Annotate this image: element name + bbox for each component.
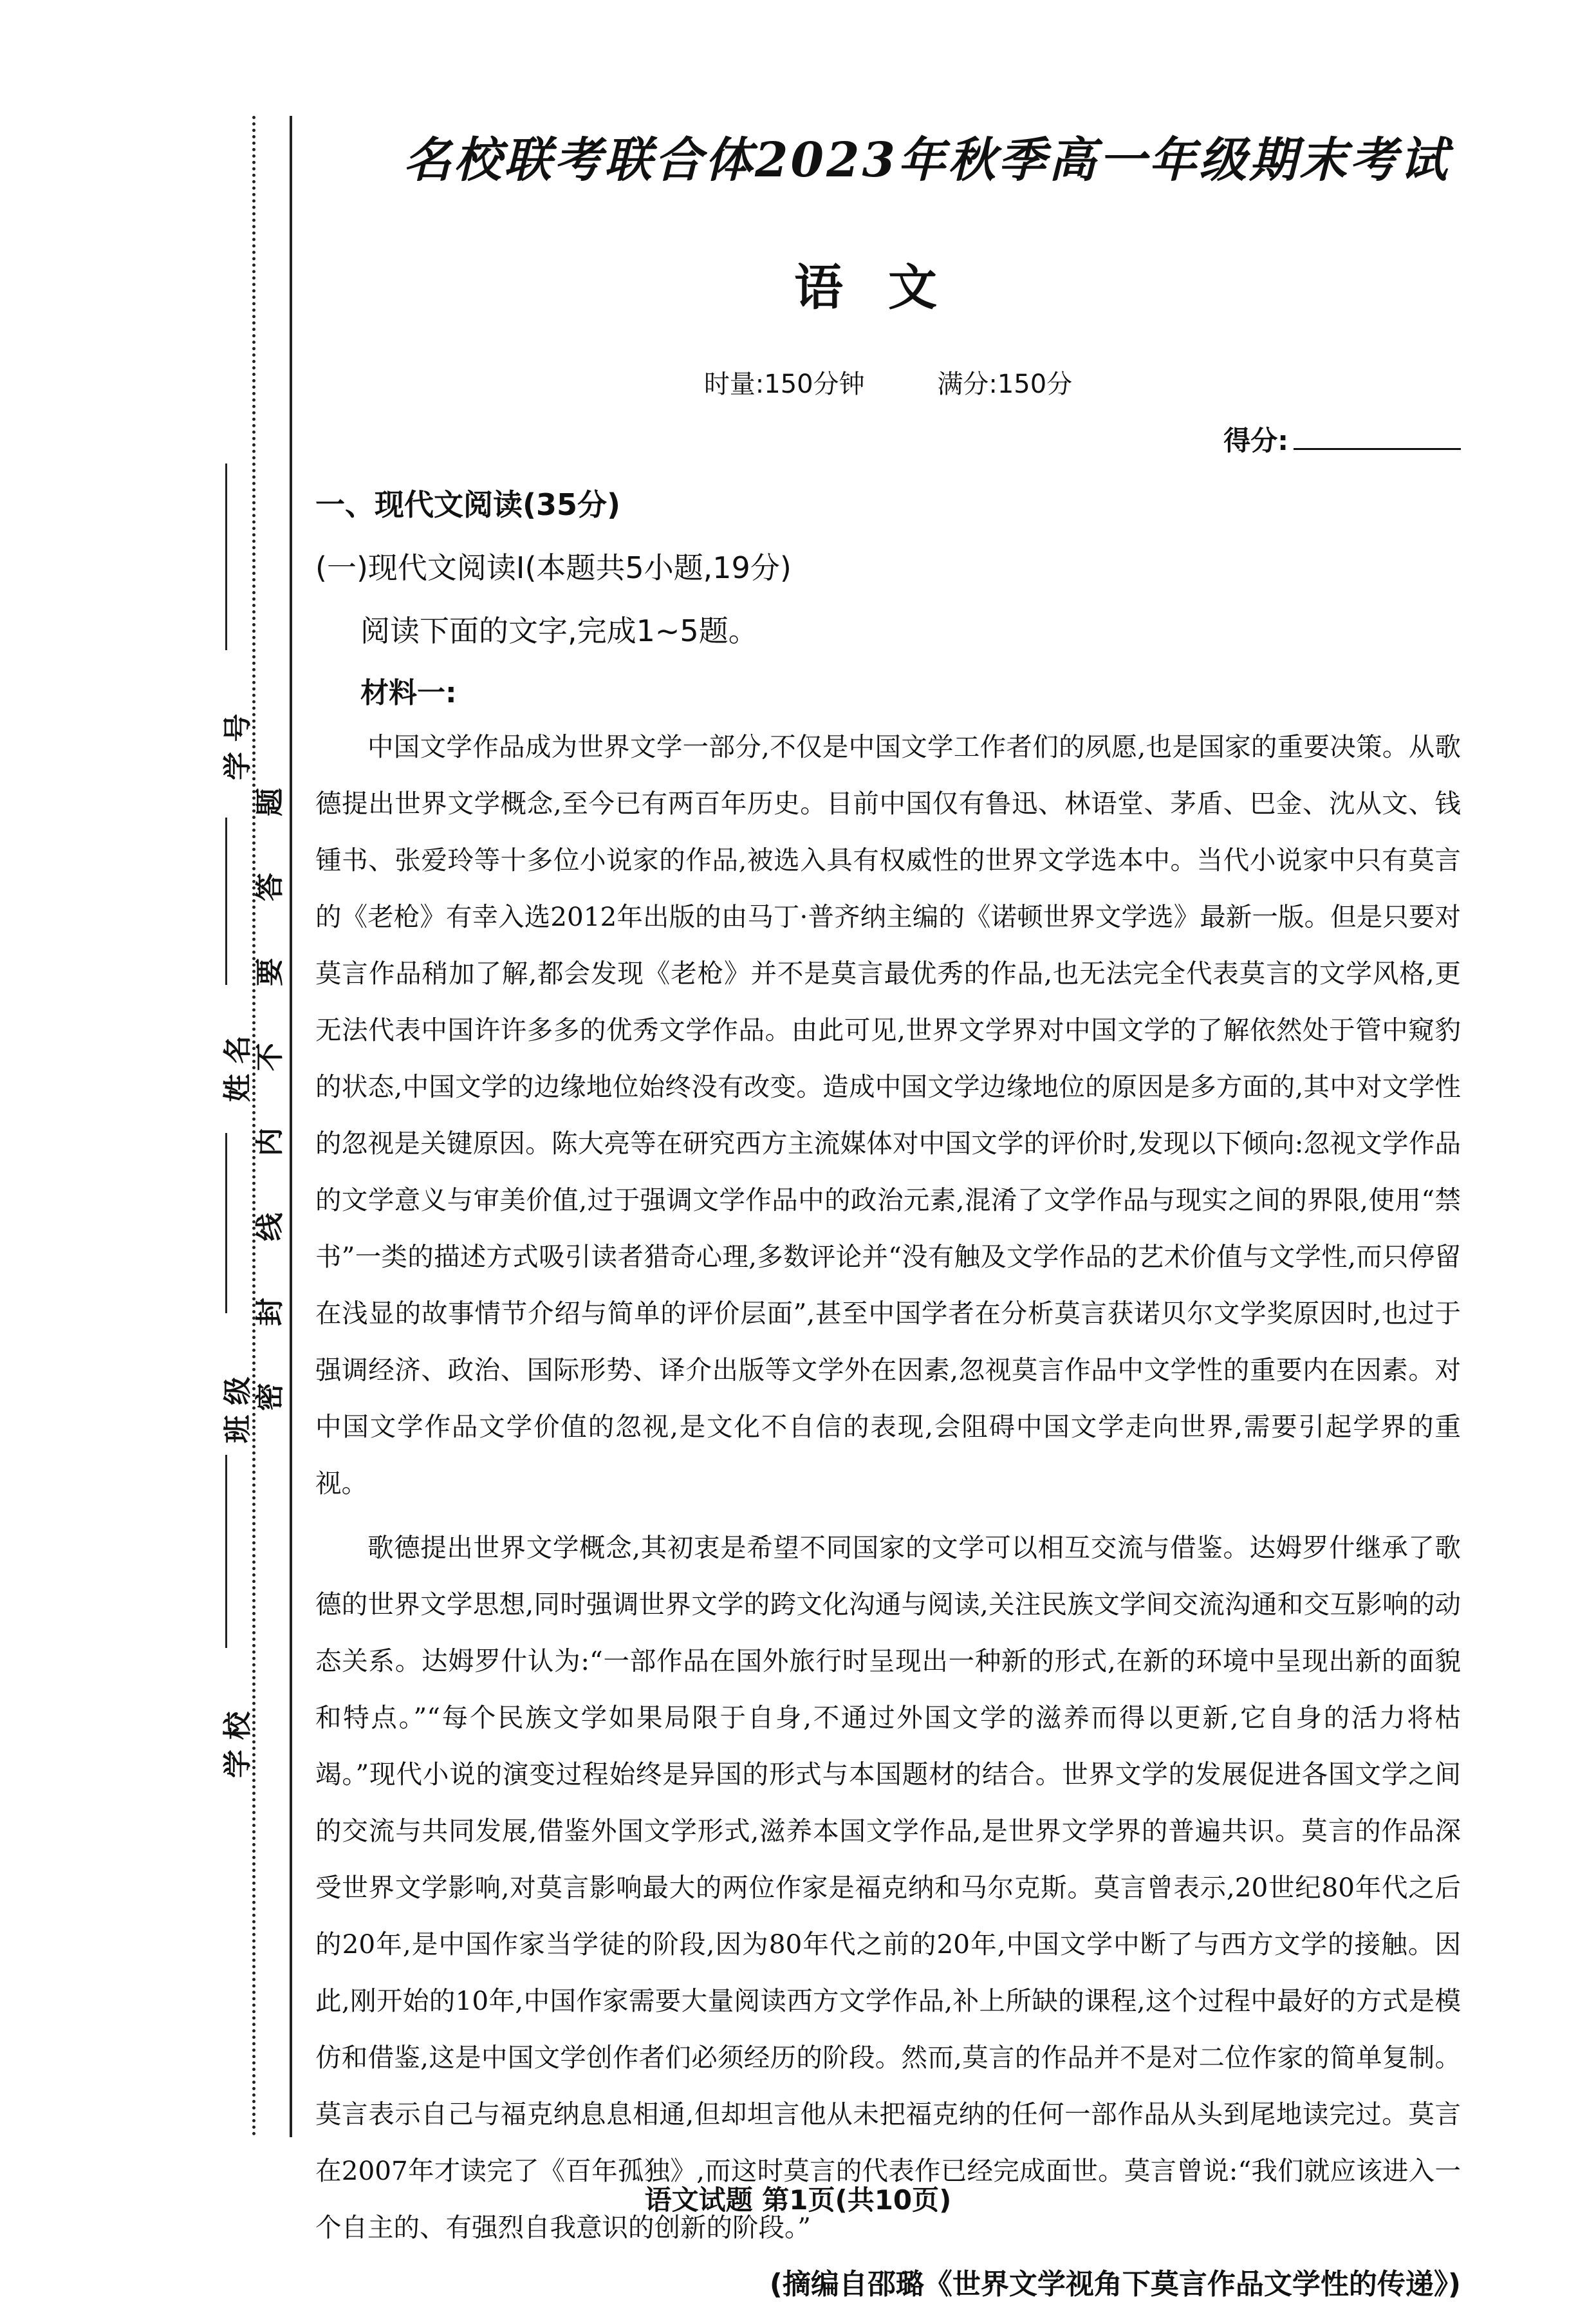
score-row [315, 420, 1461, 458]
seal-char: 线 [254, 1213, 286, 1241]
seal-char: 不 [254, 1043, 286, 1071]
class-blank[interactable] [225, 1133, 227, 1313]
material-label: 材料一: [360, 677, 457, 709]
school-label: 学 校 [221, 1711, 254, 1778]
school-blank[interactable] [225, 1455, 227, 1648]
subsection-heading: (一)现代文阅读Ⅰ(本题共5小题,19分) [315, 550, 792, 585]
name-blank[interactable] [225, 818, 227, 985]
reading-instruction: 阅读下面的文字,完成1~5题。 [360, 613, 758, 648]
passage-paragraph: 歌德提出世界文学概念,其初衷是希望不同国家的文学可以相互交流与借鉴。达姆罗什继承了歌德的世界文学思想,同时强调世界文学的跨文化沟通与阅读,关注民族文学间交流沟通和交互影响的动态关系。达姆罗什认为:“一部作品在国外旅行时呈现出一种新的形式,在新的环境中呈现出新的面貌和特点。”“每个民族文学如果局限于自身,不通过外国文学的滋养而得以更新,它自身的活力将枯竭。”现代小说的演变过程始终是异国的形式与本国题材的结合。世界文学的发展促进各国文学之间的交流与共同发展,借鉴外国文学形式,滋养本国文学作品,是世界文学界的普遍共识。莫言的作品深受世界文学影响,对莫言影响最大的两位作家是福克纳和马尔克斯。莫言曾表示,20世纪80年代之后的20年,是中国作家当学徒的阶段,因为80年代之前的20年,中国文学中断了与西方文学的接触。因此,刚开始的10年,中国作家需要大量阅读西方文学作品,补上所缺的课程,这个过程中最好的方式是模仿和借鉴,这是中国文学创作者们必须经历的阶段。然而,莫言的作品并不是对二位作家的简单复制。莫言表示自己与福克纳息息相通,但却坦言他从未把福克纳的任何一部作品从头到尾地读完过。莫言在2007年才读完了《百年孤独》,而这时莫言的代表作已经完成面世。莫言曾说:“我们就应该进入一个自主的、有强烈自我意识的创新的阶段。” [315, 1532, 1461, 2243]
student-id-label: 学 号 [221, 713, 254, 780]
seal-char: 密 [254, 1383, 286, 1411]
student-id-blank[interactable] [225, 463, 227, 650]
exam-info [315, 364, 1461, 400]
exam-page [315, 109, 1461, 2302]
subject-title: 语文 [794, 259, 982, 316]
seal-notice [251, 760, 290, 1439]
seal-char: 内 [254, 1128, 286, 1156]
seal-char: 要 [254, 958, 286, 986]
passage-paragraph: 中国文学作品成为世界文学一部分,不仅是中国文学工作者们的夙愿,也是国家的重要决策。从歌德提出世界文学概念,至今已有两百年历史。目前中国仅有鲁迅、林语堂、茅盾、巴金、沈从文、钱锺书、张爱玲等十多位小说家的作品,被选入具有权威性的世界文学选本中。当代小说家中只有莫言的《老枪》有幸入选2012年出版的由马丁·普齐纳主编的《诺顿世界文学选》最新一版。但是只要对莫言作品稍加了解,都会发现《老枪》并不是莫言最优秀的作品,也无法完全代表莫言的文学风格,更无法代表中国许许多多的优秀文学作品。由此可见,世界文学界对中国文学的了解依然处于管中窥豹的状态,中国文学的边缘地位始终没有改变。造成中国文学边缘地位的原因是多方面的,其中对文学性的忽视是关键原因。陈大亮等在研究西方主流媒体对中国文学的评价时,发现以下倾向:忽视文学作品的文学意义与审美价值,过于强调文学作品中的政治元素,混淆了文学作品与现实之间的界限,使用“禁书”一类的描述方式吸引读者猎奇心理,多数评论并“没有触及文学作品的艺术价值与文学性,而只停留在浅显的故事情节介绍与简单的评价层面”,甚至中国学者在分析莫言获诺贝尔文学奖原因时,也过于强调经济、政治、国际形势、译介出版等文学外在因素,忽视莫言作品中文学性的重要内在因素。对中国文学作品文学价值的忽视,是文化不自信的表现,会阻碍中国文学走向世界,需要引起学界的重视。 [315, 731, 1461, 1499]
score-field[interactable] [1294, 448, 1461, 450]
seal-char: 答 [254, 873, 286, 901]
page-footer: 语文试题 第1页(共10页) [644, 2184, 952, 2216]
passage-source: (摘编自邵璐《世界文学视角下莫言作品文学性的传递》) [769, 2268, 1461, 2301]
duration: 时量:150分钟 [703, 370, 865, 399]
section-heading: 一、现代文阅读(35分) [315, 487, 621, 522]
seal-char: 题 [254, 788, 286, 816]
seal-char: 封 [254, 1298, 286, 1326]
full-score: 满分:150分 [937, 370, 1073, 399]
score-label: 得分: [1223, 425, 1288, 456]
binding-solid-line [290, 116, 292, 2137]
exam-title: 名校联考联合体2023年秋季高一年级期末考试 [404, 133, 1450, 188]
name-label: 姓 名 [221, 1035, 254, 1102]
class-label: 班 级 [221, 1376, 254, 1443]
